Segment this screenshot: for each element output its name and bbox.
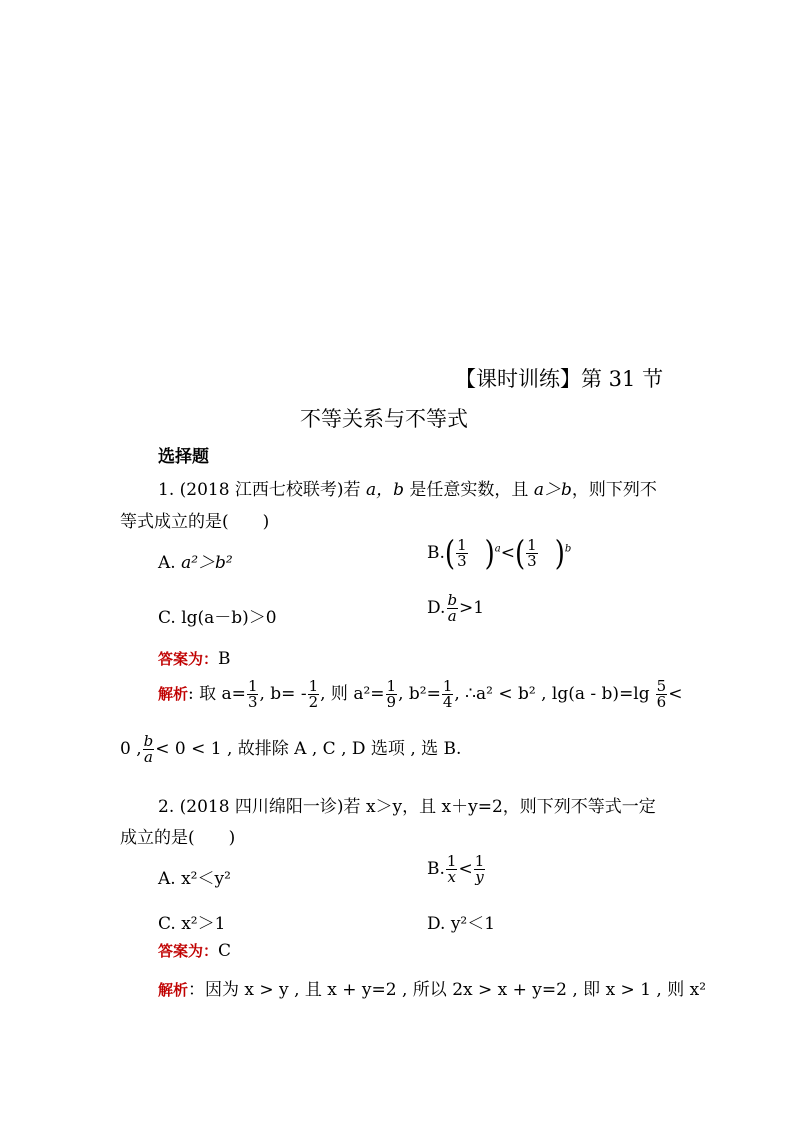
q1-analysis-line1: 解析: 取 a= $\frac{1}{3}$ , b= - $\frac{1}{2}$ , 则 a²= $\frac{1}{9}$ , b²= $\frac{1}{4}$ , ∴a² < b² , lg(a - b)=lg $\frac{5}{6}$ < [158, 677, 683, 711]
q1-answer: 答案为：B [158, 649, 231, 669]
q2-answer: 答案为：C [158, 941, 232, 961]
q2-option-a[interactable]: A. x²＜y² [158, 869, 231, 889]
q2-option-d[interactable]: D. y²＜1 [427, 914, 496, 934]
q1-option-c[interactable]: C. lg(a－b)＞0 [158, 608, 277, 628]
q1-option-b[interactable]: B.( $\frac{1}{3}$ )$^a$<( $\frac{1}{3}$ )$^b$ [427, 534, 572, 573]
q1-stem-line1: 1. (2018 江西七校联考)若 a，b 是任意实数，且 a＞b，则下列不 [158, 480, 657, 500]
q2-stem-line2: 成立的是( ) [120, 828, 236, 848]
q2-option-c[interactable]: C. x²＞1 [158, 914, 226, 934]
page-title: 不等关系与不等式 [300, 407, 468, 431]
q2-analysis: 解析：因为 x > y , 且 x + y=2 , 所以 2x > x + y=2 , 即 x > 1 , 则 x² [158, 980, 707, 1000]
q1-stem-line2: 等式成立的是( ) [120, 512, 270, 532]
q1-analysis-line2: 0 , $\frac{b}{a}$ < 0 < 1 , 故排除 A , C , D 选项 , 选 B. [120, 732, 462, 766]
q2-stem-line1: 2. (2018 四川绵阳一诊)若 x＞y，且 x＋y=2，则下列不等式一定 [158, 797, 656, 817]
section-heading: 选择题 [158, 447, 209, 467]
q1-option-d[interactable]: D. $\frac{b}{a}$ >1 [427, 591, 485, 625]
lesson-label: 【课时训练】第 31 节 [455, 367, 664, 391]
q1-option-a[interactable]: A. a²＞b² [158, 553, 233, 573]
q2-option-b[interactable]: B. $\frac{1}{x}$ < $\frac{1}{y}$ [427, 852, 485, 886]
